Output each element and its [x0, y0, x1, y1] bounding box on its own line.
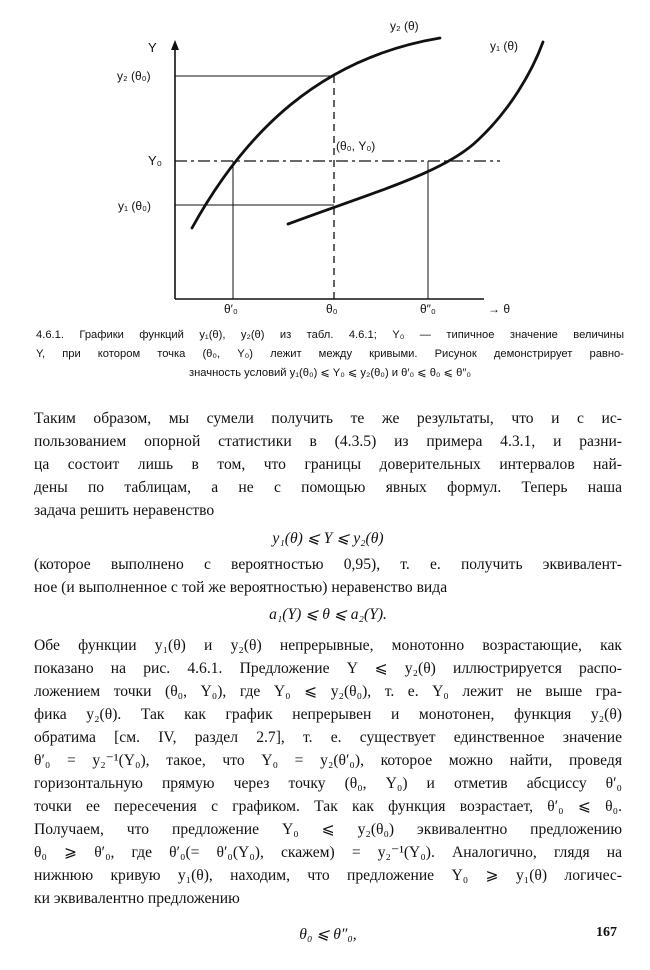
- caption-line: Y, при котором точка (θ₀, Y₀) лежит между кривыми. Рисунок демонстрирует равно-: [36, 348, 624, 360]
- formula-equivalent: a₁(Y) ⩽ θ ⩽ a₂(Y).: [269, 606, 387, 623]
- y0-label: Y₀: [148, 153, 163, 168]
- curve-y2: [192, 38, 440, 228]
- text-line: горизонтальную прямую через точку (θ₀, Y₀) и отметив абсциссу θ′₀: [34, 775, 622, 792]
- formula-theta-bound: θ₀ ⩽ θ″₀,: [299, 926, 357, 943]
- text-line: показано на рис. 4.6.1. Предложение Y ⩽ y₂(θ) иллюстрируется распо-: [34, 660, 622, 677]
- text-line: Обе функции y₁(θ) и y₂(θ) непрерывные, монотонно возрастающие, как: [34, 637, 622, 654]
- text-line: ки эквивалентно предложению: [34, 890, 240, 907]
- text-line: задача решить неравенство: [34, 502, 215, 519]
- text-line: фика y₂(θ). Так как график непрерывен и монотонен, функция y₂(θ): [34, 706, 622, 723]
- text-line: нижнюю кривую y₁(θ), находим, что предложение Y₀ ⩾ y₁(θ) логичес-: [34, 867, 622, 884]
- text-line: θ₀ ⩾ θ′₀, где θ′₀(= θ′₀(Y₀), скажем) = y₂⁻¹(Y₀). Аналогично, глядя на: [34, 844, 622, 861]
- body-text: [34, 407, 622, 946]
- text-line: ложением точки (θ₀, Y₀), где Y₀ ⩽ y₂(θ₀), т. е. Y₀ лежит не выше гра-: [34, 683, 622, 700]
- point-label: (θ₀, Y₀): [336, 139, 376, 153]
- text-line: θ′₀ = y₂⁻¹(Y₀), такое, что Y₀ = y₂(θ′₀), которое можно найти, проведя: [34, 752, 622, 769]
- text-line: Таким образом, мы сумели получить те же результаты, что и с ис-: [34, 410, 622, 427]
- text-line: обратима [см. IV, раздел 2.7], т. е. существует единственное значение: [34, 729, 622, 746]
- text-line: пользованием опорной статистики в (4.3.5) из примера 4.3.1, и разни-: [34, 433, 622, 450]
- text-line: дены по таблицам, а не с помощью явных формул. Теперь наша: [34, 479, 622, 496]
- theta0-double-prime-label: θ″₀: [420, 301, 436, 316]
- y1-theta0-label: y₁ (θ₀): [118, 199, 152, 213]
- curve-y2-label: y₂ (θ): [390, 19, 419, 33]
- x-axis-label: → θ: [488, 301, 511, 316]
- text-line: Получаем, что предложение Y₀ ⩽ y₂(θ₀) эквивалентно предложению: [34, 821, 622, 838]
- page-number: 167: [596, 925, 617, 940]
- curve-y1-label: y₁ (θ): [490, 39, 519, 53]
- y-axis-label: Y: [148, 40, 157, 55]
- figure-4-6-1: [0, 0, 650, 325]
- figure-caption: [36, 326, 624, 383]
- text-line: (которое выполнено с вероятностью 0,95), т. е. получить эквивалент-: [34, 556, 622, 573]
- y-axis-arrow: [171, 40, 179, 50]
- text-line: ца состоит лишь в том, что границы доверительных интервалов най-: [34, 456, 622, 473]
- caption-line: значность условий y₁(θ₀) ⩽ Y₀ ⩽ y₂(θ₀) и θ′₀ ⩽ θ₀ ⩽ θ″₀: [189, 367, 471, 379]
- formula-inequality: y₁(θ) ⩽ Y ⩽ y₂(θ): [272, 530, 384, 547]
- theta0-prime-label: θ′₀: [224, 301, 238, 316]
- text-line: ное (и выполненное с той же вероятностью) неравенство вида: [34, 579, 448, 596]
- theta0-label: θ₀: [326, 301, 338, 316]
- y2-theta0-label: y₂ (θ₀): [117, 69, 151, 83]
- text-line: точки ее пересечения с графиком. Так как функция возрастает, θ′₀ ⩽ θ₀.: [34, 798, 622, 815]
- caption-line: 4.6.1. Графики функций y₁(θ), y₂(θ) из табл. 4.6.1; Y₀ — типичное значение величины: [36, 329, 624, 341]
- curve-y1: [288, 42, 543, 224]
